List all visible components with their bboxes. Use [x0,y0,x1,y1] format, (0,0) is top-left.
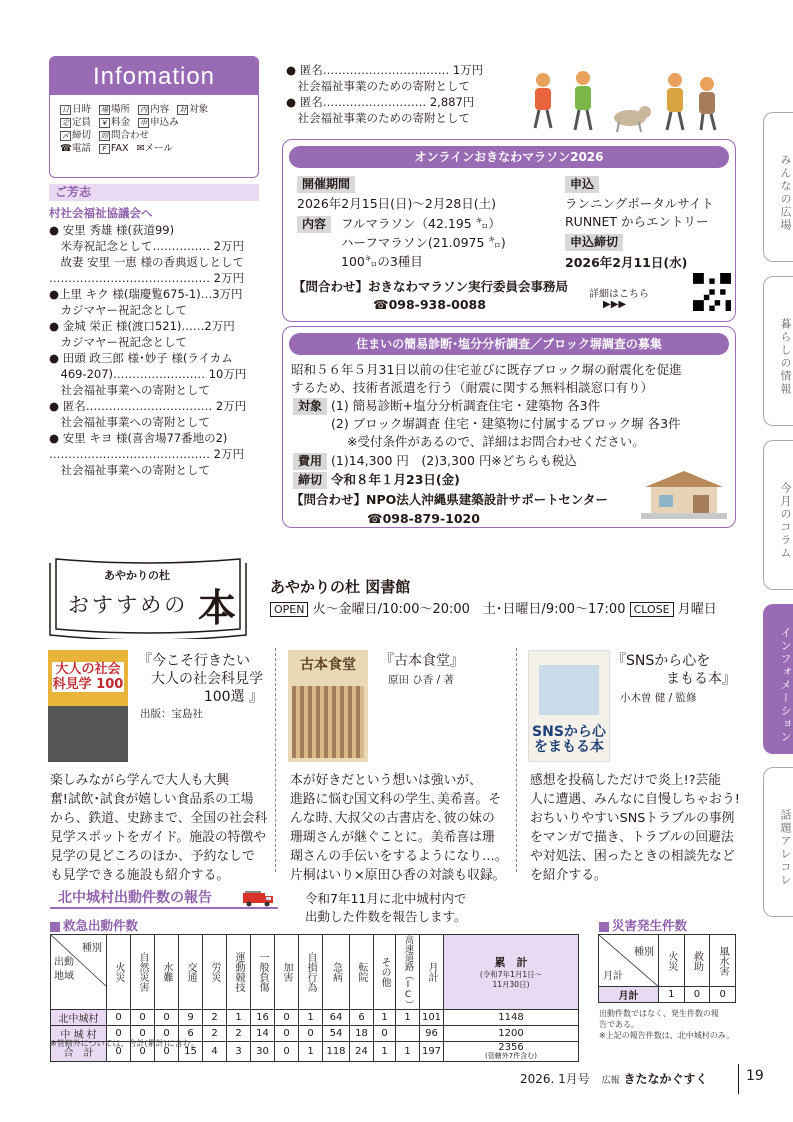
ems-label: 救急出動件数 [50,916,138,934]
open-label: OPEN [270,602,308,617]
marathon-contact-tel[interactable]: ☎098-938-0088 [373,297,486,312]
marathon-content-1: フルマラソン（42.195 ㌔） [341,216,501,231]
housing-deadline: 令和８年１月23日(金) [331,472,460,487]
legend-inquiry: 問 問合わせ [101,130,150,141]
housing-deadline-label: 締切 [293,472,327,489]
divider [516,648,517,872]
housing-contact-label: 【問合わせ】 [291,492,367,507]
legend-mail: ✉メール [136,143,173,154]
side-tab-information[interactable]: インフォメーション [763,604,793,754]
table-row: 北中城村 0 0 0 9 2 1 16 0 1 64 6 1 1 101 1148 [51,1010,579,1026]
book-cover-1-text: 大人の社会科見学 100 [52,662,124,692]
library-badge-kanji: 本 [198,585,237,630]
header-traffic: 交通 [179,935,203,1010]
book-desc-3: 感想を投稿しただけで炎上!?芸能 人に遭遇、みんなに自慢しちゃおう! おちいりやすいSNSトラブルの事例 をマンガで描き、トラブルの回避法 や対処法、困ったときの相談先など を紹介する。 [530,773,740,883]
legend-deadline: 〆 締切 [62,130,92,141]
book-cover-2[interactable] [288,650,368,762]
marathon-deadline: 2026年2月11日(水) [565,255,688,270]
book-cover-2-text: 古本食堂 [300,657,356,673]
house-illustration [641,469,727,519]
housing-target-note: ※受付条件があるので、詳細はお問合わせください。 [347,434,645,449]
library-badge [48,553,248,639]
legend-phone: ☎電話 [60,143,91,154]
marathon-apply-2: RUNNET からエントリー [565,214,709,229]
legend-target: 対 対象 [179,104,209,115]
contact-label: 【問合わせ】 [293,279,369,294]
legend-date: 日 日時 [62,104,92,115]
book-title-3: 『SNSから心を まもる本』 [612,653,736,687]
header-sports: 運動競技 [227,935,251,1010]
qr-code-icon[interactable] [693,273,731,311]
info-legend-box [49,56,259,178]
open-hours: 火～金曜日/10:00～20:00 土･日曜日/9:00～17:00 [312,602,626,617]
donation-line: 社会福祉事業への寄附として [49,463,210,477]
donation-line: 社会福祉事業への寄附として [49,415,210,429]
disaster-header-fire: 火災 [659,935,685,987]
table-row: 中 城 村 0 0 0 6 2 2 14 0 0 54 18 0 96 1200 [51,1026,579,1042]
legend-place: 場 場所 [101,104,131,115]
marathon-content-2: ハーフマラソン(21.0975 ㌔) [341,235,506,250]
book-title-2: 『古本食堂』 [380,653,464,669]
table-row: 合 計 0 0 0 15 4 3 30 0 1 118 24 1 1 197 2356 (管轄外7件含む) [51,1042,579,1062]
donation-line: 469-207)…………………… 10万円 [49,367,247,381]
donation-line: …………………………………… 2万円 [49,447,244,461]
header-monthly: 月計 [420,935,444,1010]
dispatch-title: 北中城村出動件数の報告 [50,887,278,909]
donation-line: 社会福祉事業への寄附として [49,383,210,397]
apply-label: 申込 [565,176,599,193]
header-transfer: 転院 [350,935,374,1010]
marathon-title: オンラインおきなわマラソン2026 [289,146,729,168]
info-legend [60,103,255,155]
divider [275,648,276,872]
donation-line: カジマヤー祝記念として [49,335,187,349]
disaster-label: 災害発生件数 [599,916,687,934]
book-desc-2: 本が好きだという想いは強いが、 進路に悩む国文科の学生､美希喜。そ んな時､大叔父の古書店を､彼の妹の 珊瑚さんが継ぐことに。美希喜は珊 瑚さんの手伝いをするようになり…。 片桐はいり×原田ひ香の対談も収録。 [290,773,508,883]
donation-line: 米寿祝記念として…………… 2万円 [49,239,244,253]
side-tab-kurashi[interactable]: 暮らしの情報 [763,276,793,426]
housing-box [282,326,736,528]
housing-fee: (1)14,300 円 (2)3,300 円※どちらも税込 [331,453,577,468]
housing-title: 住まいの簡易診断･塩分分析調査／ブロック塀調査の募集 [289,333,729,355]
marathon-contact-org: おきなわマラソン実行委員会事務局 [368,279,569,294]
footer-issue: 2026. 1月号 [520,1072,590,1086]
info-title: Infomation [50,57,258,95]
donations-list [49,205,264,478]
donation-line: ● 安里 キヨ 様(喜舎場77番地の2) [49,431,228,445]
housing-target-1: (1) 簡易診断+塩分分析調査住宅・建築物 各3件 [331,398,601,413]
donation-line: ● 田頭 政三郎 様･妙子 様(ライカム [49,351,233,365]
dispatch-subtitle: 令和7年11月に北中城村内で 出動した件数を報告します。 [305,891,467,924]
fee-label: 費用 [293,453,327,470]
corner-cell: 種別 出動 地域 [51,935,107,1010]
housing-intro-1: 昭和５６年５月31日以前の住宅並びに既存ブロック塀の耐震化を促進 [291,362,682,377]
donation-line: ● 匿名…………………………… 2万円 [49,399,247,413]
donations-continued [286,62,526,126]
fire-truck-icon [242,889,274,907]
page-number: 19 [746,1068,764,1084]
donation-org: 村社会福祉協議会へ [49,206,153,220]
target-label: 対象 [293,398,327,415]
walking-family-illustration [525,70,725,134]
donation-line: …………………………………… 2万円 [49,271,244,285]
book-desc-1: 楽しみながら学んで大人も大興 奮!試飲･試食が嬉しい食品系の工場 から、鉄道、史跡まで、全国の社会科 見学スポットをガイド。施設の特徴や 見学の見どころのほか、予約なしで も見学できる施設も紹介する。 [50,773,268,883]
donations-header: ご芳志 [49,184,259,201]
marathon-period: 2026年2月15日(日)～2月28日(土) [297,196,497,211]
book-cover-3-text: SNSから心をまもる本 [532,724,606,755]
book-meta-2: 原田 ひ香 / 著 [388,674,455,686]
legend-capacity: 定 定員 [62,117,92,128]
marathon-content-3: 100㌔の3種目 [341,254,423,269]
footer-brand: きたなかぐすく [623,1072,708,1086]
donation-line: カジマヤー祝記念として [49,303,187,317]
donation-line: ● 金城 栄正 様(渡口521)……2万円 [49,319,235,333]
donation-line: ●上里 キク 様(瑞慶覧675-1)…3万円 [49,287,243,301]
header-cumulative: 累 計 (令和7年1月1日～ 11月30日) [444,935,579,1010]
housing-intro-2: するため、技術者派遣を行う（耐震に関する無料相談窓口有り） [291,380,654,395]
donation-line: ● 匿名……………………… 2,887円 [286,95,475,109]
disaster-table [598,934,736,1003]
donation-line: 社会福祉事業のための寄附として [286,79,470,93]
header-natural: 自然災害 [131,935,155,1010]
header-injury: 一般負傷 [251,935,275,1010]
footer [520,1070,708,1087]
donation-line: 社会福祉事業のための寄附として [286,111,470,125]
book-cover-3[interactable] [528,650,610,762]
marathon-box [282,139,736,322]
header-selfharm: 自損行為 [299,935,323,1010]
close-label: CLOSE [630,602,674,617]
side-tab-wadai[interactable]: 話題アレコレ [763,767,793,917]
side-tab-minna[interactable]: みんなの広場 [763,112,793,262]
legend-fax: F FAX [99,142,129,155]
ems-note: ※管轄外については、合計(累計)に含む。 [50,1039,199,1048]
book-cover-1[interactable] [48,650,128,762]
deadline-label: 申込締切 [565,234,623,251]
header-fire: 火災 [107,935,131,1010]
donation-line: ● 匿名…………………………… 1万円 [286,63,484,77]
book-title-1: 『今こそ行きたい 大人の社会科見学 100選 』 [138,653,263,705]
donation-line: ● 安里 秀雄 様(荻道99) [49,223,175,237]
library-name: あやかりの杜 図書館 [270,578,411,596]
header-assault: 加害 [275,935,299,1010]
book-meta-3: 小木曽 健 / 監修 [620,692,697,704]
donation-line: 故妻 安里 一恵 様の香典返しとして [49,255,244,269]
footer-divider [738,1064,739,1094]
library-badge-main: おすすめの [68,593,189,617]
disaster-header-rescue: 救助 [684,935,710,987]
book-meta-1: 出版：宝島社 [140,708,203,720]
footer-brand-small: 広報 [601,1076,620,1086]
housing-contact-org: NPO法人沖縄県建築設計サポートセンター [366,492,608,507]
housing-target-2: (2) ブロック塀調査 住宅・建築物に付属するブロック塀 各3件 [331,416,681,431]
header-other: その他 [374,935,396,1010]
legend-apply: 申 申込み [140,117,179,128]
header-highway: 高速道路（IC） [396,935,420,1010]
marathon-apply-1: ランニングポータルサイト [565,196,714,211]
period-label: 開催期間 [297,176,355,193]
header-illness: 急病 [323,935,350,1010]
detail-link[interactable]: 詳細はこちら [589,289,649,300]
side-tab-column[interactable]: 今月のコラム [763,440,793,590]
legend-content: 内 内容 [140,104,170,115]
header-water: 水難 [155,935,179,1010]
disaster-header-storm: 風水害 [710,935,736,987]
legend-fee: ¥ 料金 [99,116,130,129]
closed-day: 月曜日 [677,602,717,617]
library-badge-top: あやかりの杜 [104,569,170,582]
detail-arrows: ▶▶▶ [603,299,627,310]
content-label: 内容 [297,216,331,233]
disaster-notes: 出動件数ではなく、発生件数の報 告である。 ※上記の報告件数は、北中城村のみ。 [599,1009,735,1040]
housing-contact-tel[interactable]: ☎098-879-1020 [367,511,480,526]
header-labor: 労災 [203,935,227,1010]
library-hours [270,598,717,617]
disaster-corner-cell: 種別 月計 [599,935,659,987]
table-row: 月計 1 0 0 [599,987,736,1003]
